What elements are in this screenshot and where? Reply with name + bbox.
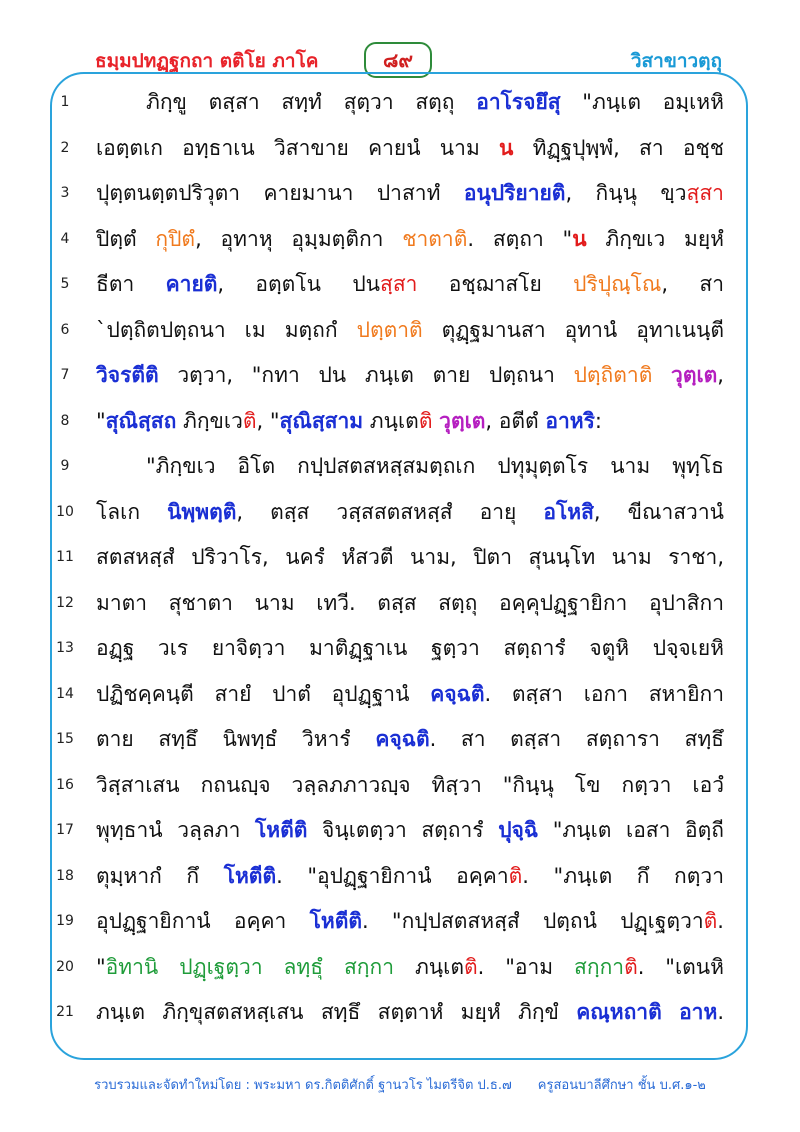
highlighted-word: กุปิตํ	[155, 226, 196, 251]
text-segment: "	[96, 408, 106, 433]
text-segment: .	[717, 1000, 724, 1024]
highlighted-word: คจฺฉติ	[430, 681, 485, 706]
line-number: 9	[60, 458, 70, 474]
highlighted-word: คณฺหถาติ	[576, 1000, 662, 1024]
page-number-badge: ๘๙	[364, 42, 432, 78]
text-segment: พุทฺธานํ วลฺลภา	[96, 818, 256, 842]
text-segment: . "อาม	[477, 954, 575, 979]
text-segment: ธีตา	[96, 272, 166, 296]
text-segment: ,	[717, 363, 724, 387]
text-segment: :	[594, 408, 602, 433]
line-text	[96, 217, 724, 262]
text-segment: ภิกฺขเว	[176, 408, 243, 433]
text-segment: , สา	[661, 272, 724, 296]
line-number: 19	[56, 913, 74, 929]
book-title: ธมฺมปทฏฺฐกถา ตติโย ภาโค	[95, 50, 319, 72]
highlighted-word: สฺสา	[686, 181, 724, 205]
text-segment: "	[96, 954, 106, 979]
line-number: 2	[60, 139, 70, 156]
line-text	[96, 763, 724, 808]
highlighted-word: คจฺฉติ	[375, 727, 430, 751]
line-number: 16	[56, 776, 74, 793]
line-number: 21	[56, 1004, 74, 1020]
highlighted-word: อาห	[679, 1000, 718, 1024]
text-line	[0, 672, 800, 717]
text-line	[0, 171, 800, 216]
highlighted-word: อาหริ	[545, 408, 595, 433]
text-segment: อุปฏฺฐายิกานํ อคฺคา	[96, 909, 310, 933]
text-segment: , อตฺตโน ปน	[217, 272, 380, 296]
line-number: 10	[56, 503, 74, 520]
line-number: 7	[60, 367, 70, 383]
text-segment	[662, 1000, 679, 1024]
text-line	[0, 308, 800, 353]
line-text	[96, 490, 724, 535]
text-line	[0, 490, 800, 535]
line-number: 13	[56, 640, 74, 656]
highlighted-word: วุตฺเต	[439, 408, 486, 433]
line-number: 14	[56, 685, 74, 702]
text-segment: ทิฏฺฐปุพฺพํ, สา อชฺช	[513, 135, 724, 160]
text-line	[0, 854, 800, 899]
text-segment	[323, 955, 344, 979]
line-text	[96, 581, 724, 626]
text-segment: เอตฺตเก อทฺธาเน วิสาขาย คายนํ นาม	[96, 135, 500, 160]
text-line	[0, 399, 800, 444]
highlighted-word: ปตฺตาติ	[356, 317, 423, 342]
text-segment: , "	[256, 408, 280, 433]
text-segment: โลเก	[96, 499, 168, 524]
text-segment: , ตสฺส วสฺสสตสหสฺสํ อายุ	[236, 499, 544, 524]
text-line	[0, 945, 800, 990]
highlighted-word: ปริปุณฺโณ	[573, 272, 662, 296]
text-segment: ตุฏฺฐมานสา อุทานํ อุทาเนนฺตี	[422, 317, 724, 342]
highlighted-word: ปตฺถิตาติ	[573, 363, 653, 387]
text-line	[0, 808, 800, 853]
text-segment: . "ภนฺเต กึ กตฺวา	[522, 863, 724, 888]
footer-author: รวบรวมและจัดทำใหม่โดย : พระมหา ดร.กิตติศักดิ์ ฐานวโร ไมตรีจิต ป.ธ.๗	[94, 1078, 512, 1093]
text-segment: ภนฺเต	[394, 954, 464, 979]
line-text	[96, 262, 724, 307]
line-text	[96, 535, 724, 580]
highlighted-word: โหตีติ	[255, 818, 308, 842]
text-segment: สตสหสฺสํ ปริวาโร, นครํ หํสวตี นาม, ปิตา สุนนฺโท นาม ราชา,	[96, 545, 724, 569]
highlighted-word: ติ	[703, 909, 718, 933]
highlighted-word: ติ	[242, 408, 257, 433]
line-text	[146, 444, 724, 489]
text-line	[0, 535, 800, 580]
text-segment: , กินฺนุ ขฺว	[565, 181, 687, 205]
line-text	[96, 990, 724, 1035]
text-line	[0, 899, 800, 944]
text-segment: . ตสฺสา เอกา สหายิกา	[484, 681, 724, 706]
highlighted-word: วุตฺเต	[671, 363, 718, 387]
text-segment: "ภิกฺขเว อิโต กปฺปสตสหสฺสมตฺถเก ปทุมุตฺตโร นาม พุทฺโธ	[146, 454, 724, 478]
highlighted-word: โหตีติ	[309, 909, 362, 933]
line-number: 15	[56, 731, 74, 747]
text-segment: ภนฺเต	[363, 408, 419, 433]
text-line	[0, 353, 800, 398]
line-number: 4	[60, 230, 70, 247]
text-segment	[652, 363, 671, 387]
highlighted-word: สฺสา	[380, 272, 418, 296]
line-text	[96, 899, 724, 944]
line-number: 1	[60, 94, 70, 110]
text-line	[0, 80, 800, 125]
line-text	[96, 126, 724, 171]
line-text	[96, 717, 724, 762]
text-segment: จินฺเตตฺวา สตฺถารํ	[307, 818, 499, 842]
text-segment: , อตีตํ	[485, 408, 546, 433]
text-segment: อชฺฌาสโย	[417, 272, 574, 296]
text-segment: อฏฺฐ วเร ยาจิตฺวา มาติฏฺฐาเน ฐตฺวา สตฺถารํ จตูหิ ปจฺจเยหิ	[96, 636, 724, 660]
highlighted-word: สุณิสฺสาม	[279, 408, 364, 433]
text-segment: ปฏิชคฺคนฺตี สายํ ปาตํ อุปฏฺฐานํ	[96, 681, 431, 706]
chapter-title: วิสาขาวตฺถุ	[630, 50, 722, 72]
text-segment: ภิกฺขเว มยฺหํ	[586, 226, 724, 251]
text-segment: .	[717, 909, 724, 933]
line-number: 3	[60, 185, 70, 201]
line-number: 6	[60, 321, 70, 338]
text-segment: ตาย สทฺธึ นิพทฺธํ วิหารํ	[96, 727, 376, 751]
highlighted-word: สุณิสฺสถ	[105, 408, 177, 433]
line-number: 12	[56, 594, 74, 611]
text-segment: "ภนฺเต อมฺเหหิ	[560, 90, 724, 114]
line-text	[96, 399, 724, 444]
line-text	[96, 308, 724, 353]
highlighted-word: ติ	[463, 954, 478, 979]
line-text	[96, 171, 724, 216]
highlighted-word: น	[499, 135, 514, 160]
text-segment: `ปตฺถิตปตฺถนา เม มตฺถกํ	[96, 317, 357, 342]
line-text	[96, 808, 724, 853]
highlighted-word: อิทานิ ปฏฺเฐตฺวา ลทฺธุํ	[105, 954, 324, 979]
text-line	[0, 626, 800, 671]
line-number: 17	[56, 822, 74, 838]
line-text	[96, 626, 724, 671]
line-number: 20	[56, 958, 74, 975]
highlighted-word: น	[572, 226, 587, 251]
footer-position: ครูสอนบาลีศึกษา ชั้น บ.ศ.๑-๒	[537, 1078, 706, 1093]
line-text	[96, 854, 724, 899]
text-segment: , อุทาหุ อุมฺมตฺติกา	[195, 226, 403, 251]
line-number: 18	[56, 867, 74, 884]
highlighted-word: สกฺกา	[574, 954, 625, 979]
text-line	[0, 444, 800, 489]
text-segment: . สตฺถา "	[467, 226, 573, 251]
highlighted-word: อโหสิ	[543, 499, 594, 524]
text-segment: . สา ตสฺสา สตฺถารา สทฺธึ	[429, 727, 724, 751]
text-segment: ตุมฺหากํ กึ	[96, 863, 224, 888]
text-segment: ปิตฺตํ	[96, 226, 156, 251]
text-line	[0, 217, 800, 262]
line-text	[146, 80, 724, 125]
text-segment: มาตา สุชาตา นาม เทวี. ตสฺส สตฺถุ อคฺคุปฏฺฐายิกา อุปาสิกา	[96, 590, 724, 615]
highlighted-word: อาโรจยึสุ	[476, 90, 561, 114]
text-line	[0, 126, 800, 171]
highlighted-word: วิจรตีติ	[96, 363, 159, 387]
highlighted-word: สกฺกา	[343, 954, 395, 979]
line-number: 8	[60, 412, 70, 429]
text-segment: ภนฺเต ภิกฺขุสตสหสฺเสน สทฺธึ สตฺตาหํ มยฺหํ ภิกฺขํ	[96, 1000, 577, 1024]
text-segment: วิสฺสาเสน กถนญฺจ วลฺลภภาวญฺจ ทิสฺวา "กินฺนุ โข กตฺวา เอวํ	[96, 772, 724, 797]
line-number: 5	[60, 276, 70, 292]
text-segment: ปุตฺตนตฺตปริวุตา คายมานา ปาสาทํ	[96, 181, 464, 205]
text-line	[0, 262, 800, 307]
text-segment: . "กปฺปสตสหสฺสํ ปตฺถนํ ปฏฺเฐตฺวา	[362, 909, 704, 933]
text-segment: วตฺวา, "กทา ปน ภนฺเต ตาย ปตฺถนา	[158, 363, 574, 387]
highlighted-word: ติ	[624, 954, 638, 979]
line-text	[96, 353, 724, 398]
text-segment: , ขีณาสวานํ	[593, 499, 724, 524]
highlighted-word: ปุจฺฉิ	[498, 818, 539, 842]
text-segment: "ภนฺเต เอสา อิตฺถี	[538, 818, 724, 842]
highlighted-word: อนุปริยายติ	[463, 181, 566, 205]
highlighted-word: คายติ	[165, 272, 218, 296]
text-line	[0, 717, 800, 762]
highlighted-word: โหตีติ	[223, 863, 277, 888]
highlighted-word: ชาตาติ	[402, 226, 468, 251]
page-footer	[0, 1074, 800, 1095]
text-line	[0, 990, 800, 1035]
text-segment: . "อุปฏฺฐายิกานํ อคฺคา	[276, 863, 509, 888]
highlighted-word: ติ	[508, 863, 523, 888]
line-text	[96, 672, 724, 717]
text-line	[0, 581, 800, 626]
line-text	[96, 945, 724, 990]
text-segment: ภิกฺขู ตสฺสา สทฺทํ สุตฺวา สตฺถุ	[146, 90, 477, 114]
text-line	[0, 763, 800, 808]
highlighted-word: นิพฺพตฺติ	[167, 499, 237, 524]
text-segment: . "เตนหิ	[637, 954, 724, 979]
highlighted-word: ติ	[418, 408, 433, 433]
line-number: 11	[56, 549, 74, 565]
